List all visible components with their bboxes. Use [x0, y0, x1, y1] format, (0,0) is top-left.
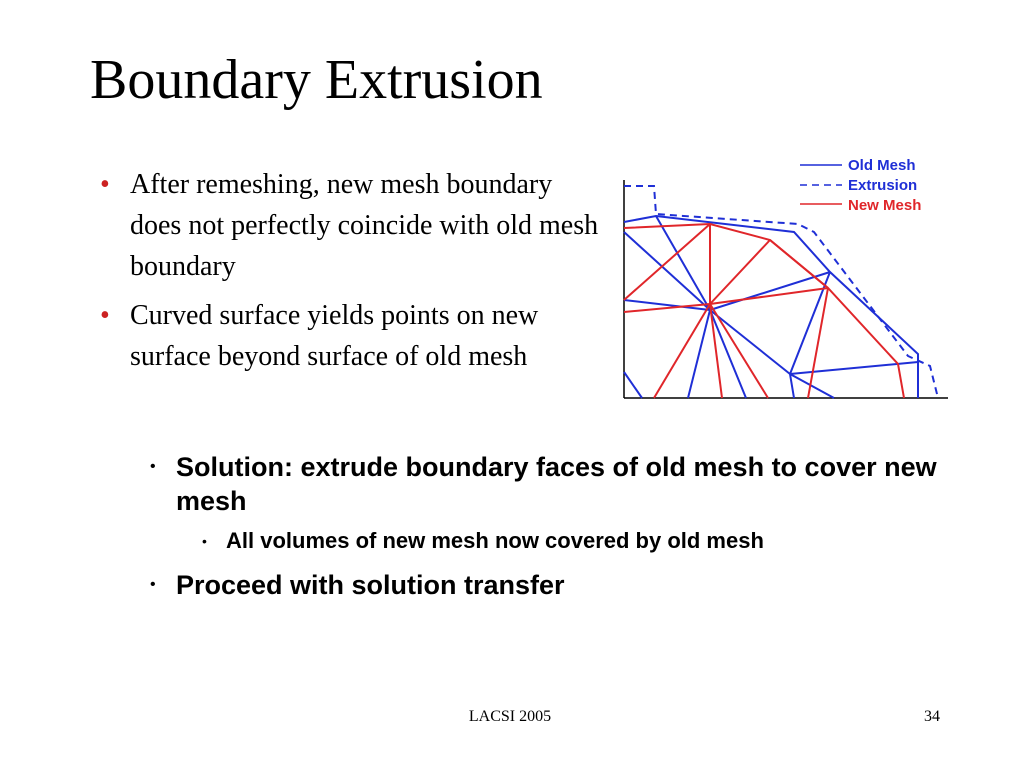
legend-extrusion-label: Extrusion: [848, 177, 918, 194]
sub-bullet-list: [198, 526, 968, 556]
new-mesh-lines: [624, 224, 904, 398]
mesh-diagram-svg: [618, 152, 950, 402]
main-bullet-item: [148, 450, 968, 556]
legend-old-mesh-label: Old Mesh: [848, 157, 916, 174]
main-bullet-item: [148, 568, 968, 602]
bullet-dot: •: [150, 458, 156, 475]
sub-bullet-text: All volumes of new mesh now covered by old mesh: [226, 528, 764, 553]
intro-bullet-list: [100, 164, 600, 385]
intro-bullet-item: [100, 164, 600, 287]
bullet-dot: •: [202, 533, 207, 549]
intro-bullet-text: After remeshing, new mesh boundary does not perfectly coincide with old mesh boundary: [130, 169, 599, 282]
intro-bullet-item: [100, 295, 600, 377]
mesh-extrusion-figure: [618, 152, 950, 402]
footer-conference: LACSI 2005: [468, 708, 552, 725]
sub-bullet-item: [198, 526, 968, 556]
bullet-dot: •: [150, 576, 156, 593]
main-bullet-list: [148, 450, 968, 602]
main-bullet-text: Proceed with solution transfer: [176, 570, 565, 600]
page-number: 34: [924, 708, 940, 725]
legend-new-mesh-label: New Mesh: [848, 197, 922, 214]
slide-title: Boundary Extrusion: [90, 49, 543, 111]
figure-legend: [800, 157, 921, 214]
intro-bullet-text: Curved surface yields points on new surface beyond surface of old mesh: [130, 300, 539, 372]
bullet-dot: •: [100, 169, 110, 200]
bullet-dot: •: [100, 300, 110, 331]
main-bullet-text: Solution: extrude boundary faces of old mesh to cover new mesh: [176, 452, 937, 516]
